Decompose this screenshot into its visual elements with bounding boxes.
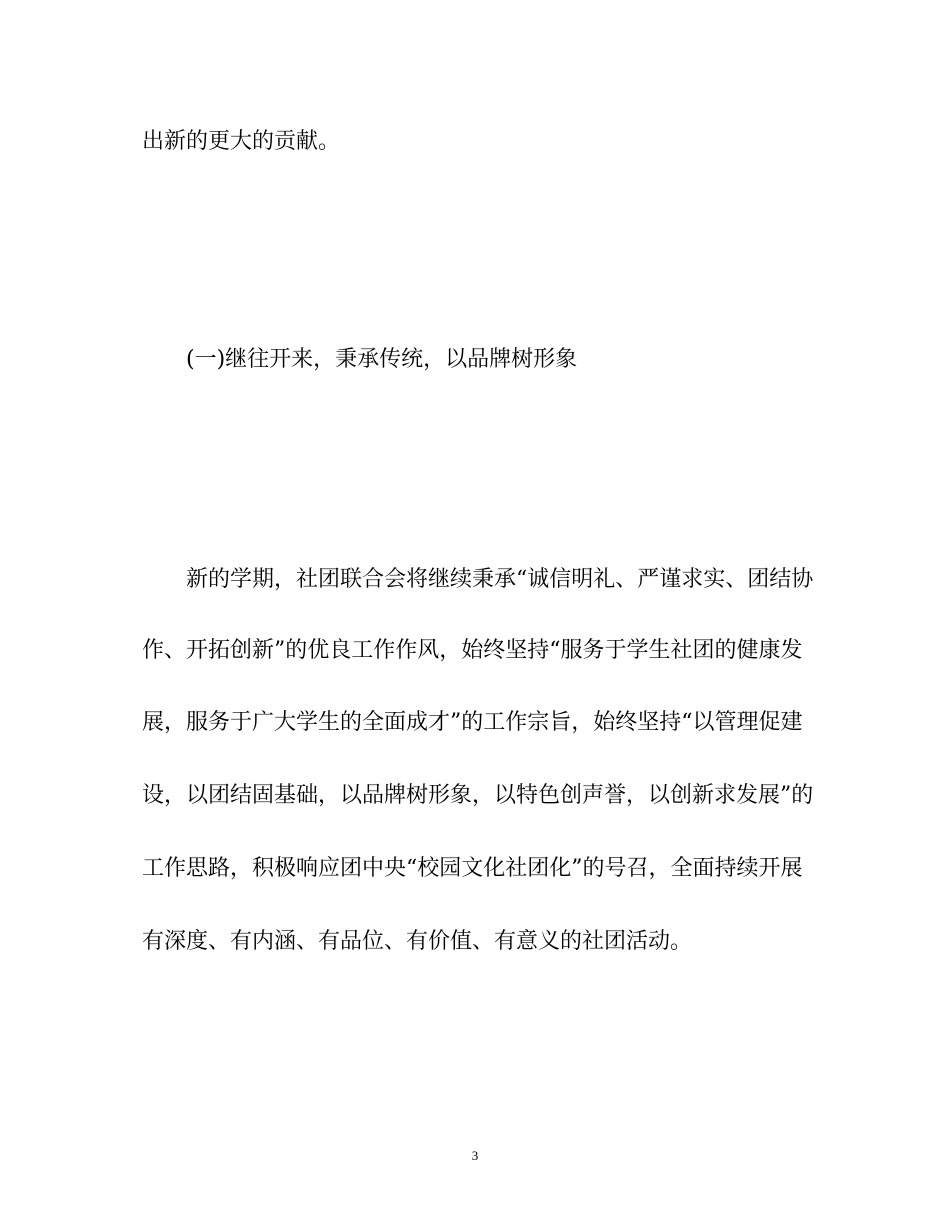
paragraph-line: 展，服务于广大学生的全面成才”的工作宗旨，始终坚持“以管理促建: [142, 710, 803, 735]
paragraph-line: 设，以团结固基础，以品牌树形象，以特色创声誉，以创新求发展”的: [142, 783, 814, 808]
paragraph-line: 作、开拓创新”的优良工作作风，始终坚持“服务于学生社团的健康发: [142, 638, 803, 663]
page-number: 3: [471, 1148, 479, 1163]
section-heading: (一)继往开来，秉承传统，以品牌树形象: [186, 347, 578, 372]
paragraph-line: 工作思路，积极响应团中央“校园文化社团化”的号召，全面持续开展: [142, 856, 803, 881]
paragraph-line: 新的学期，社团联合会将继续秉承“诚信明礼、严谨求实、团结协: [186, 567, 814, 592]
paragraph-line: 有深度、有内涵、有品位、有价值、有意义的社团活动。: [142, 929, 693, 954]
carryover-line: 出新的更大的贡献。: [142, 129, 341, 154]
